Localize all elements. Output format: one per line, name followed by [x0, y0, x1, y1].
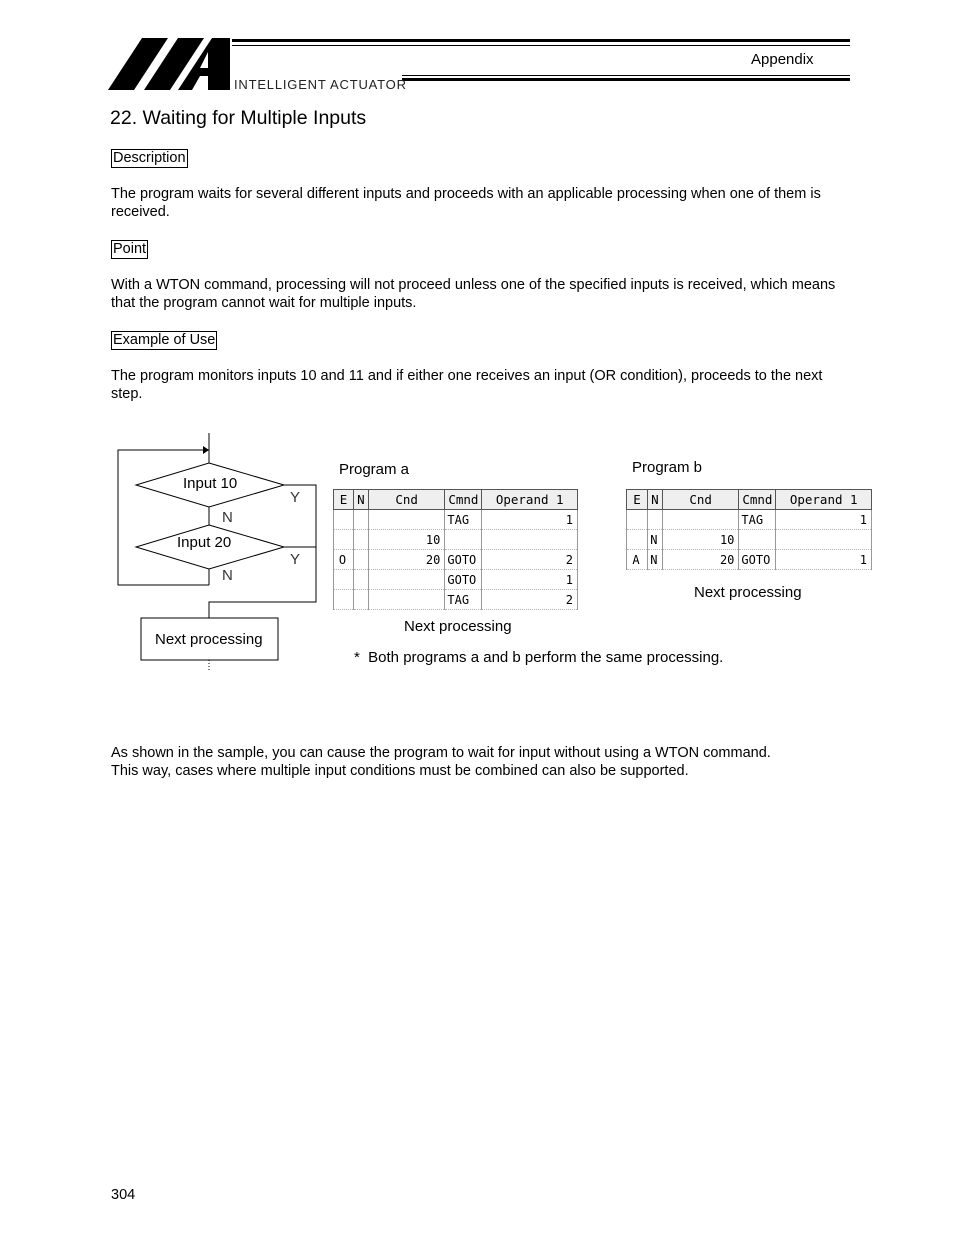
cell-operand	[482, 530, 578, 550]
cell-e	[334, 510, 354, 530]
table-row	[334, 550, 578, 570]
decision-input-10: Input 10	[183, 475, 238, 492]
example-text: The program monitors inputs 10 and 11 and if either one receives an input (OR condition), proceeds to the next step.	[111, 368, 823, 402]
header-rule-top	[232, 39, 850, 42]
cell-cmnd: GOTO	[445, 570, 482, 590]
program-b-table	[626, 489, 872, 570]
cell-cmnd: GOTO	[739, 550, 776, 570]
cell-e	[334, 530, 354, 550]
column-header: Cmnd	[739, 490, 776, 510]
cell-cnd	[368, 590, 445, 610]
table-row	[334, 510, 578, 530]
yes-label-2: Y	[290, 551, 301, 568]
column-header: Cnd	[662, 490, 738, 510]
program-b-caption: Next processing	[694, 584, 802, 601]
cell-cmnd: TAG	[445, 510, 482, 530]
header-rule-top-thin	[232, 45, 850, 46]
cell-n: N	[647, 550, 662, 570]
table-row	[334, 530, 578, 550]
note-text: * Both programs a and b perform the same processing.	[354, 649, 724, 666]
cell-cmnd: TAG	[445, 590, 482, 610]
cell-e: A	[627, 550, 648, 570]
cell-e	[334, 590, 354, 610]
cell-cnd	[368, 570, 445, 590]
cell-n	[647, 510, 662, 530]
header-rule-bottom	[402, 78, 850, 81]
program-b-title: Program b	[632, 459, 703, 476]
cell-e: O	[334, 550, 354, 570]
cell-n: N	[647, 530, 662, 550]
cell-operand: 1	[776, 510, 872, 530]
cell-n	[353, 590, 368, 610]
no-label-1: N	[222, 509, 233, 526]
table-row	[334, 570, 578, 590]
program-a-table	[333, 489, 578, 610]
cell-cnd: 20	[662, 550, 738, 570]
cell-n	[353, 570, 368, 590]
logo-wordmark: INTELLIGENT ACTUATOR	[234, 77, 407, 92]
cell-cmnd: GOTO	[445, 550, 482, 570]
closing-line-2: This way, cases where multiple input conditions must be combined can also be supported.	[111, 763, 689, 779]
next-processing-box: Next processing	[155, 631, 263, 648]
column-header: Cmnd	[445, 490, 482, 510]
table-row	[334, 590, 578, 610]
cell-cmnd	[445, 530, 482, 550]
column-header: Cnd	[368, 490, 445, 510]
decision-input-20: Input 20	[177, 534, 232, 551]
page-title: 22. Waiting for Multiple Inputs	[110, 107, 367, 129]
column-header: N	[353, 490, 368, 510]
column-header: Operand 1	[482, 490, 578, 510]
company-logo	[108, 38, 233, 90]
cell-n	[353, 530, 368, 550]
description-label: Description	[113, 150, 186, 166]
example-label: Example of Use	[113, 332, 216, 348]
cell-operand	[776, 530, 872, 550]
closing-line-1: As shown in the sample, you can cause the program to wait for input without using a WTON command.	[111, 745, 771, 761]
column-header: E	[334, 490, 354, 510]
cell-operand: 1	[482, 570, 578, 590]
cell-e	[627, 530, 648, 550]
table-row	[627, 530, 872, 550]
column-header: E	[627, 490, 648, 510]
header-rule-bottom-thin	[402, 75, 850, 76]
cell-cnd	[662, 510, 738, 530]
program-a-caption: Next processing	[404, 618, 512, 635]
page-number: 304	[111, 1187, 136, 1203]
cell-n	[353, 550, 368, 570]
cell-cnd: 10	[662, 530, 738, 550]
cell-e	[334, 570, 354, 590]
cell-cnd: 10	[368, 530, 445, 550]
cell-cmnd: TAG	[739, 510, 776, 530]
table-row	[627, 510, 872, 530]
description-text: The program waits for several different inputs and proceeds with an applicable processing when one of them is received.	[111, 186, 821, 220]
cell-cnd: 20	[368, 550, 445, 570]
cell-cmnd	[739, 530, 776, 550]
table-row	[627, 550, 872, 570]
column-header: N	[647, 490, 662, 510]
cell-operand: 2	[482, 590, 578, 610]
cell-operand: 1	[776, 550, 872, 570]
yes-label-1: Y	[290, 489, 301, 506]
cell-operand: 1	[482, 510, 578, 530]
cell-operand: 2	[482, 550, 578, 570]
cell-e	[627, 510, 648, 530]
point-label: Point	[113, 241, 147, 257]
column-header: Operand 1	[776, 490, 872, 510]
cell-cnd	[368, 510, 445, 530]
no-label-2: N	[222, 567, 233, 584]
section-label: Appendix	[751, 51, 814, 68]
point-text: With a WTON command, processing will not proceed unless one of the specified inputs is received, which means that the program cannot wait for multiple inputs.	[111, 277, 836, 311]
program-a-title: Program a	[339, 461, 410, 478]
cell-n	[353, 510, 368, 530]
